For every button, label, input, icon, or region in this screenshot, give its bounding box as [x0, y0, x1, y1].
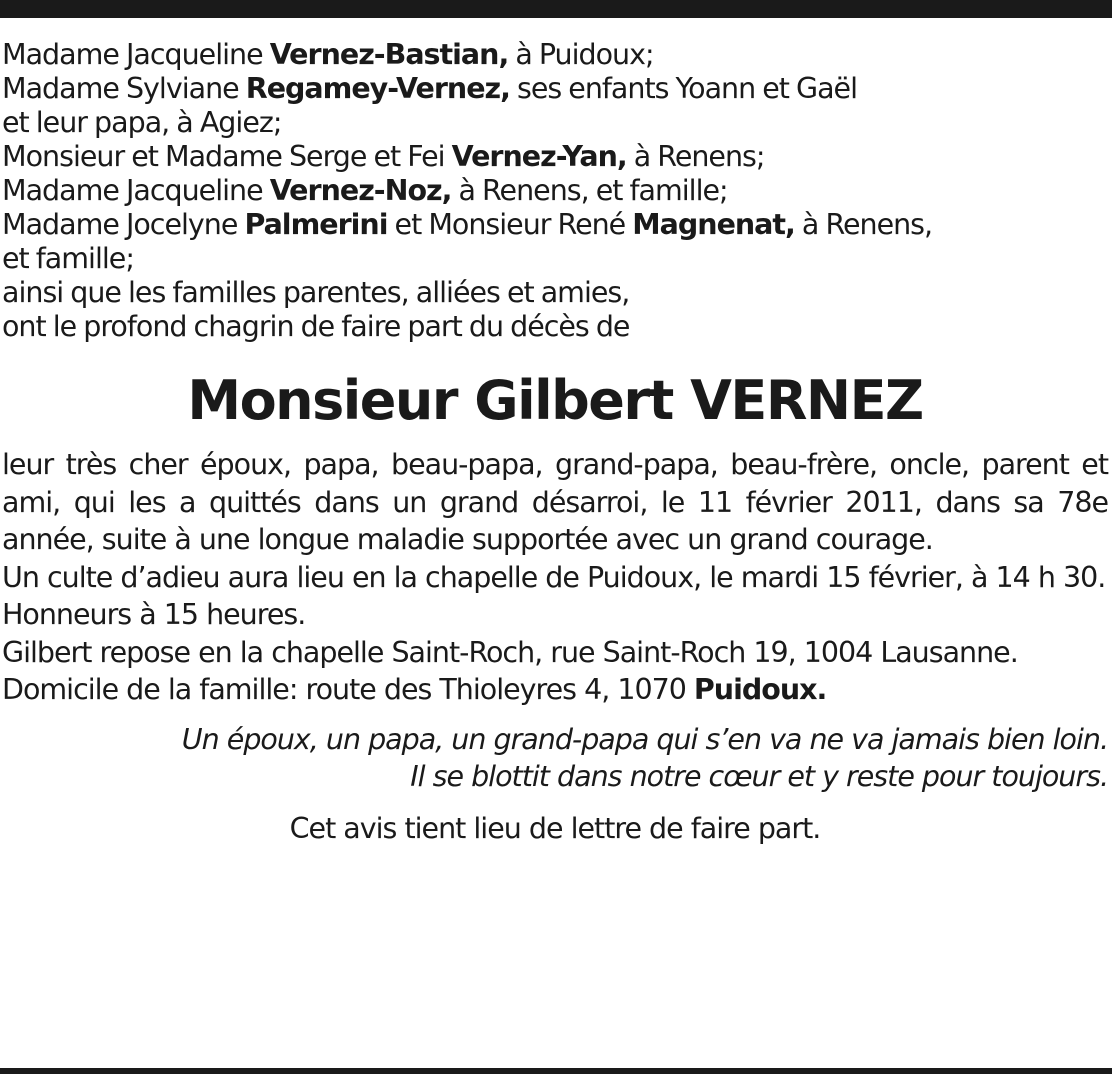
family-line: [2, 140, 1108, 174]
family-line-text: à Renens,: [794, 208, 933, 241]
family-line-text: et Monsieur René: [387, 208, 633, 241]
family-line: [2, 310, 1108, 344]
family-name: Vernez-Bastian,: [269, 38, 509, 71]
family-line: [2, 276, 1108, 310]
family-line-text: et leur papa, à Agiez;: [2, 106, 282, 139]
family-name: Vernez-Yan,: [451, 140, 627, 173]
deceased-name: Monsieur Gilbert VERNEZ: [187, 369, 923, 432]
ceremony-paragraph: Un culte d’adieu aura lieu en la chapelle de Puidoux, le mardi 15 février, à 14 h 30.: [2, 560, 1106, 594]
quote-line: Un époux, un papa, un grand-papa qui s’en va ne va jamais bien loin.: [181, 722, 1108, 756]
family-line-text: à Renens, et famille;: [451, 174, 728, 207]
family-name: Palmerini: [244, 208, 388, 241]
domicile-text: Domicile de la famille: route des Thioleyres 4, 1070: [2, 673, 694, 706]
family-line: [2, 242, 1108, 276]
family-line-text: ainsi que les familles parentes, alliées et amies,: [2, 276, 630, 309]
family-line-text: à Puidoux;: [508, 38, 654, 71]
honneurs-line: Honneurs à 15 heures.: [2, 598, 306, 631]
tribute-paragraph: leur très cher époux, papa, beau-papa, grand-papa, beau-frère, oncle, parent et ami, qui les a quittés dans un grand désarroi, le 11 février 2011, dans sa 78e année, suite à une longue maladie supportée avec un grand courage.: [2, 448, 1108, 556]
family-line: [2, 174, 1108, 208]
family-list: [2, 38, 1108, 344]
family-line: [2, 106, 1108, 140]
family-line-text: ont le profond chagrin de faire part du décès de: [2, 310, 630, 343]
family-line-text: Monsieur et Madame Serge et Fei: [2, 140, 452, 173]
family-name: Magnenat,: [632, 208, 795, 241]
family-line-text: Madame Jacqueline: [2, 38, 270, 71]
closing-note: Cet avis tient lieu de lettre de faire part.: [289, 811, 821, 845]
family-line-text: à Renens;: [626, 140, 765, 173]
family-line: [2, 208, 1108, 242]
notice-body: [2, 446, 1108, 709]
quote-line: Il se blottit dans notre cœur et y reste pour toujours.: [410, 759, 1108, 793]
family-line: [2, 72, 1108, 106]
memorial-quote: [2, 721, 1108, 795]
family-line-text: ses enfants Yoann et Gaël: [509, 72, 858, 105]
family-name: Vernez-Noz,: [269, 174, 452, 207]
domicile-line: [2, 671, 1108, 709]
family-line-text: Madame Jocelyne: [2, 208, 245, 241]
domicile-town: Puidoux.: [693, 673, 827, 706]
family-line-text: Madame Jacqueline: [2, 174, 270, 207]
top-rule: [0, 0, 1112, 18]
family-line-text: et famille;: [2, 242, 134, 275]
family-line: [2, 38, 1108, 72]
obituary-notice: [2, 38, 1108, 847]
family-line-text: Madame Sylviane: [2, 72, 246, 105]
bottom-rule: [0, 1068, 1112, 1074]
repose-line: Gilbert repose en la chapelle Saint-Roch, rue Saint-Roch 19, 1004 Lausanne.: [2, 635, 1018, 669]
family-name: Regamey-Vernez,: [245, 72, 510, 105]
